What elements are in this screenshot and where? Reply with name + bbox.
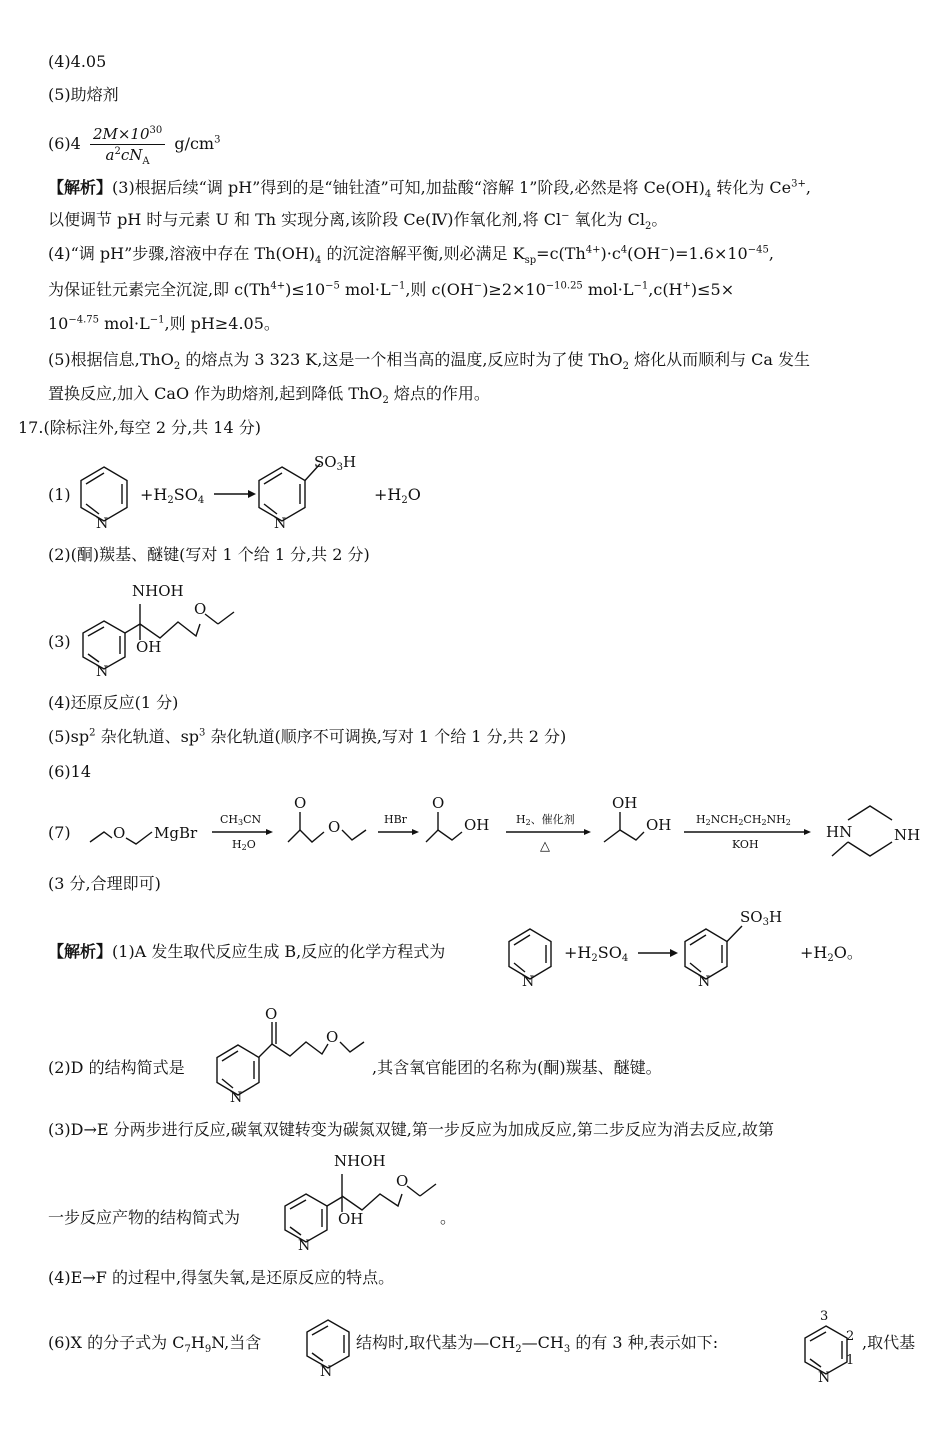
plus-water: +H2O: [374, 485, 421, 506]
q17-4: (4)还原反应(1 分): [48, 693, 179, 712]
hn-label: HN: [826, 823, 853, 841]
reagent-4-bottom: KOH: [732, 838, 759, 851]
plus-h2so4: +H2SO4: [140, 485, 205, 506]
q17-1-label: (1): [48, 485, 71, 504]
mgbr-label: MgBr: [154, 824, 198, 842]
ring-n-label: N: [96, 664, 109, 680]
q17-6: (6)14: [48, 762, 92, 781]
oh-label-3: OH: [646, 816, 672, 834]
ether-o-label: O: [328, 818, 341, 836]
analysis-17-3-line2: 一步反应产物的结构简式为: [48, 1208, 241, 1227]
analysis-17-2-suffix: ,其含氧官能团的名称为(酮)羰基、醚键。: [372, 1058, 662, 1077]
reagent-3-bottom: △: [540, 839, 550, 854]
q17-2: (2)(酮)羰基、醚键(写对 1 个给 1 分,共 2 分): [48, 545, 370, 564]
question-17-header: 17.(除标注外,每空 2 分,共 14 分): [18, 418, 261, 437]
density-fraction: $\frac{2M\times 10^{30}}{a^2cN_A}$: [90, 124, 165, 165]
carbonyl-o-label: O: [294, 794, 307, 812]
plus-water-2: +H2O。: [800, 943, 863, 964]
analysis-5-line1: (5)根据信息,ThO$_2$ 的熔点为 3 323 K,这是一个相当高的温度,反应时为了使 ThO$_2$ 熔化从而顺利与 Ca 发生: [48, 350, 811, 373]
o-label-e: O: [396, 1172, 409, 1190]
analysis-17-6-mid: 结构时,取代基为$—CH_2—CH_3$ 的有 3 种,表示如下:: [356, 1333, 719, 1356]
analysis-17-3-end: 。: [440, 1208, 457, 1227]
analysis-3-line2: 以便调节 pH 时与元素 U 和 Th 实现分离,该阶段 Ce(Ⅳ)作氧化剂,将 Cl− 氧化为 $Cl_2$。: [48, 210, 668, 233]
analysis-5-line2: 置换反应,加入 CaO 作为助熔剂,起到降低 ThO$_2$ 熔点的作用。: [48, 384, 490, 407]
o-label: O: [194, 600, 207, 618]
reagent-4-top: H2NCH2CH2NH2: [696, 813, 791, 827]
q17-7-label: (7): [48, 823, 71, 842]
reagent-1-top: CH3CN: [220, 813, 262, 827]
ring-n-label-e: N: [298, 1238, 311, 1254]
analysis-4-line3: $10^{-4.75}$ $mol\cdot L^{-1}$,则 pH≥4.05。: [48, 314, 280, 333]
position-3-label: 3: [820, 1309, 829, 1324]
analysis-17-2-prefix: (2)D 的结构简式是: [48, 1058, 185, 1077]
analysis-17-3-line1: (3)D→E 分两步进行反应,碳氧双键转变为碳氮双键,第一步反应为加成反应,第二步反应为消去反应,故第: [48, 1120, 775, 1139]
oh-label-2: OH: [612, 794, 638, 812]
answer-6: (6)4 $\frac{2M\times 10^{30}}{a^2cN_A}$ $g/cm^3$: [48, 125, 221, 167]
analysis-17-6: (6)X 的分子式为 $C_7H_9N$,当含: [48, 1333, 262, 1356]
q17-5: $(5)sp^2$ 杂化轨道、$sp^3$ 杂化轨道(顺序不可调换,写对 1 个给 1 分,共 2 分): [48, 727, 567, 746]
analysis-17-1: 【解析】(1)A 发生取代反应生成 B,反应的化学方程式为: [48, 942, 446, 961]
pyridine-ring-positions: [805, 1326, 847, 1374]
q17-3-label: (3): [48, 632, 71, 651]
reagent-1-bottom: H2O: [232, 838, 256, 852]
pyridine-ring-x: [307, 1320, 349, 1368]
ring-n-label-d: N: [230, 1090, 243, 1106]
plus-h2so4-2: +H2SO4: [564, 943, 629, 964]
analysis-3-line1: 【解析】(3)根据后续“调 pH”得到的是“铀钍渣”可知,加盐酸“溶解 1”阶段,必然是将 $Ce(OH)_4$ 转化为 $Ce^{3+}$,: [48, 178, 811, 201]
analysis-17-4: (4)E→F 的过程中,得氢失氧,是还原反应的特点。: [48, 1268, 395, 1287]
pyridine-n-label-2: N: [522, 974, 535, 990]
answer-4: (4)4.05: [48, 52, 107, 71]
nhoh-label-e: NHOH: [334, 1152, 386, 1170]
position-2-label: 2: [846, 1329, 855, 1344]
product-n-label-2: N: [698, 974, 711, 990]
carbonyl-o-label-d: O: [265, 1005, 278, 1023]
product-n-label: N: [274, 516, 287, 532]
q17-7-note: (3 分,合理即可): [48, 874, 161, 893]
oh-label: OH: [136, 638, 162, 656]
ring-n-label-x: N: [320, 1364, 333, 1380]
oh-label-1: OH: [464, 816, 490, 834]
ether-o-label-d: O: [326, 1028, 339, 1046]
so3h-label-2: $SO_3H$: [740, 908, 783, 928]
so3h-label: $SO_3H$: [314, 453, 357, 473]
ring-n-label-positions: N: [818, 1370, 831, 1386]
answer-5: (5)助熔剂: [48, 85, 119, 104]
analysis-17-6-end: ,取代基: [862, 1333, 916, 1352]
nh-label: NH: [894, 826, 921, 844]
o-label: O: [113, 824, 126, 842]
analysis-4-line1: (4)“调 pH”步骤,溶液中存在 $Th(OH)_4$ 的沉淀溶解平衡,则必满足 $K_{sp}=c(Th^{4+})\cdot c^4(OH^-)=1.6\times 10^{-45}$,: [48, 244, 774, 267]
reagent-3-top: H2、催化剂: [516, 813, 575, 827]
pyridine-n-label: N: [96, 516, 109, 532]
reagent-2-top: HBr: [384, 813, 407, 826]
nhoh-label: NHOH: [132, 582, 184, 600]
oh-label-e: OH: [338, 1210, 364, 1228]
analysis-4-line2: 为保证钍元素完全沉淀,即 $c(Th^{4+})\le 10^{-5}$ $mol\cdot L^{-1}$,则 $c(OH^-)\ge 2\times 10^{-10.25}$ $mol\cdot L^{-1},c(H^+)\le 5\times$: [48, 280, 735, 299]
position-1-label: 1: [846, 1353, 855, 1368]
carbonyl-o-label-2: O: [432, 794, 445, 812]
